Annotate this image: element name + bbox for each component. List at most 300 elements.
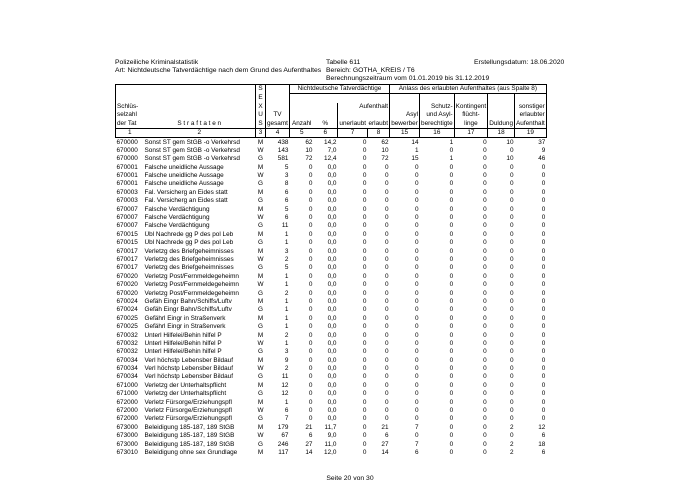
cell-key: 670001 [116, 180, 138, 188]
cell-key: 672000 [116, 398, 138, 406]
cell-sonstiger: 0 [541, 180, 546, 188]
table-row [116, 164, 547, 172]
cell-duldung: 10 [506, 155, 514, 163]
cell-count: 0 [308, 197, 313, 205]
cell-offence: Verletzg der Unterhaltspflicht [144, 381, 227, 389]
cell-asyl: 0 [414, 314, 419, 322]
cell-tv-total: 9 [284, 356, 289, 364]
table-row [116, 273, 547, 281]
column-number: 17 [454, 128, 488, 137]
cell-tv-total: 5 [284, 163, 289, 171]
cell-erlaubt: 0 [384, 239, 389, 247]
cell-sonstiger: 0 [541, 205, 546, 213]
cell-unerlaubt: 0 [362, 314, 367, 322]
table-row [116, 373, 547, 381]
cell-sex: M [257, 138, 264, 146]
table-row [116, 147, 547, 155]
cell-asyl: 0 [414, 214, 419, 222]
cell-key: 670025 [116, 323, 138, 331]
cell-asyl: 0 [414, 331, 419, 339]
cell-erlaubt: 0 [384, 365, 389, 373]
cell-asyl: 0 [414, 172, 419, 180]
cell-key: 670020 [116, 281, 138, 289]
cell-asyl: 0 [414, 272, 419, 280]
cell-offence: Gefäh Eingr Bahn/Schiffs/Luftv [144, 297, 232, 305]
cell-unerlaubt: 0 [362, 390, 367, 398]
column-number: 15 [390, 128, 420, 137]
cell-kontingent: 0 [483, 230, 487, 238]
cell-sex: G [258, 348, 263, 356]
cell-unerlaubt: 0 [362, 163, 367, 171]
cell-offence: Beleidigung ohne sex Grundlage [144, 448, 238, 456]
cell-percent: 0,0 [327, 365, 337, 373]
cell-key: 671000 [116, 381, 138, 389]
cell-offence: Übl Nachrede gg P des pol Leb [144, 239, 234, 247]
cell-sonstiger: 0 [541, 356, 546, 364]
table-row [116, 357, 547, 365]
cell-unerlaubt: 0 [362, 415, 367, 423]
key-header: der Tat [116, 120, 144, 129]
cell-schutz: 0 [449, 205, 454, 213]
cell-tv-total: 2 [284, 365, 289, 373]
cell-count: 0 [308, 373, 313, 381]
cell-offence: Verletzg des Briefgeheimnisses [144, 264, 234, 272]
schutz-header: und Asyl- [420, 111, 455, 119]
cell-kontingent: 0 [483, 289, 487, 297]
cell-sonstiger: 12 [538, 423, 546, 431]
cell-offence: Unterl Hilfelei/Behin hilfel P [144, 339, 222, 347]
cell-schutz: 0 [449, 239, 454, 247]
cell-schutz: 0 [449, 180, 454, 188]
cell-offence: Verletz Fürsorge/Erziehungspfl [144, 407, 232, 415]
cell-offence: Verletz Fürsorge/Erziehungspfl [144, 415, 232, 423]
cell-percent: 0,0 [327, 281, 337, 289]
cell-duldung: 0 [509, 281, 514, 289]
cell-sex: M [257, 381, 264, 389]
cell-asyl: 0 [414, 339, 419, 347]
cell-offence: Falsche Verdächtigung [144, 222, 210, 230]
cell-count: 0 [308, 205, 313, 213]
cell-unerlaubt: 0 [362, 138, 367, 146]
cell-key: 670034 [116, 356, 138, 364]
column-number: 16 [420, 128, 455, 137]
cell-asyl: 0 [414, 230, 419, 238]
cell-asyl: 0 [414, 256, 419, 263]
cell-tv-total: 1 [284, 239, 289, 247]
cell-sex: M [257, 297, 264, 305]
cell-sex: G [258, 323, 263, 331]
cell-erlaubt: 0 [384, 407, 389, 415]
cell-kontingent: 0 [483, 331, 487, 339]
group-anlass-header: Anlass des erlaubten Aufenthaltes (aus Spalte 8) [390, 85, 547, 94]
report-art: Art: Nichtdeutsche Tatverdächtige nach dem Grund des Aufenthaltes [115, 67, 322, 74]
cell-offence: Falsche uneidliche Aussage [144, 172, 224, 180]
cell-asyl: 7 [414, 423, 419, 431]
cell-schutz: 0 [449, 172, 454, 180]
cell-schutz: 0 [449, 264, 454, 272]
cell-count: 0 [308, 297, 313, 305]
cell-key: 671000 [116, 390, 138, 398]
cell-unerlaubt: 0 [362, 440, 367, 448]
table-row [116, 331, 547, 339]
cell-erlaubt: 27 [381, 440, 389, 448]
column-number: 8 [367, 128, 389, 137]
cell-schutz: 0 [449, 398, 454, 406]
cell-offence: Verletzg Post/Fernmeldegeheimn [144, 289, 239, 297]
cell-count: 6 [308, 432, 313, 440]
cell-count: 10 [305, 146, 313, 154]
cell-percent: 0,0 [327, 289, 337, 297]
cell-asyl: 0 [414, 239, 419, 247]
cell-tv-total: 438 [277, 138, 289, 146]
cell-kontingent: 0 [483, 264, 487, 272]
cell-schutz: 0 [449, 348, 454, 356]
cell-unerlaubt: 0 [362, 188, 367, 196]
cell-kontingent: 0 [483, 146, 487, 154]
cell-offence: Verl höchstp Lebensber Bildauf [144, 373, 233, 381]
cell-asyl: 0 [414, 205, 419, 213]
cell-kontingent: 0 [483, 365, 487, 373]
cell-duldung: 0 [509, 264, 514, 272]
cell-kontingent: 0 [483, 256, 487, 263]
cell-percent: 0,0 [327, 272, 337, 280]
table-row [116, 398, 547, 406]
cell-sonstiger: 0 [541, 339, 546, 347]
cell-offence: Verl höchstp Lebensber Bildauf [144, 365, 233, 373]
cell-tv-total: 2 [284, 331, 289, 339]
cell-unerlaubt: 0 [362, 373, 367, 381]
cell-key: 670025 [116, 314, 138, 322]
cell-schutz: 0 [449, 230, 454, 238]
cell-asyl: 0 [414, 281, 419, 289]
cell-count: 0 [308, 398, 313, 406]
cell-offence: Unterl Hilfelei/Behin hilfel P [144, 331, 222, 339]
cell-count: 0 [308, 272, 313, 280]
cell-kontingent: 0 [483, 373, 487, 381]
cell-erlaubt: 0 [384, 289, 389, 297]
cell-erlaubt: 0 [384, 180, 389, 188]
table-row [116, 407, 547, 415]
table-row [116, 189, 547, 197]
cell-duldung: 0 [509, 432, 514, 440]
cell-percent: 0,0 [327, 230, 337, 238]
cell-erlaubt: 0 [384, 331, 389, 339]
cell-duldung: 0 [509, 314, 514, 322]
cell-count: 0 [308, 407, 313, 415]
group-ntv-header: Nichtdeutsche Tatverdächtige [289, 85, 389, 94]
cell-unerlaubt: 0 [362, 398, 367, 406]
cell-sonstiger: 18 [538, 440, 546, 448]
table-row [116, 264, 547, 272]
cell-count: 0 [308, 239, 313, 247]
cell-unerlaubt: 0 [362, 289, 367, 297]
cell-key: 670003 [116, 197, 138, 205]
cell-kontingent: 0 [483, 214, 487, 222]
sonstiger-header: erlaubter [515, 111, 547, 119]
cell-percent: 0,0 [327, 339, 337, 347]
cell-percent: 0,0 [327, 247, 337, 255]
table-row [116, 432, 547, 440]
cell-unerlaubt: 0 [362, 155, 367, 163]
cell-key: 670000 [116, 146, 138, 154]
cell-kontingent: 0 [483, 306, 487, 314]
cell-tv-total: 1 [284, 323, 289, 331]
cell-sonstiger: 0 [541, 188, 546, 196]
cell-sonstiger: 0 [541, 407, 546, 415]
cell-count: 0 [308, 289, 313, 297]
column-number: 2 [144, 128, 256, 137]
cell-kontingent: 0 [483, 398, 487, 406]
cell-key: 670007 [116, 214, 138, 222]
cell-offence: Beleidigung 185-187, 189 StGB [144, 440, 235, 448]
cell-offence: Sonst ST gem StGB -o Verkehrsd [144, 138, 240, 146]
column-number: 5 [289, 128, 313, 137]
cell-asyl: 0 [414, 306, 419, 314]
cell-erlaubt: 0 [384, 214, 389, 222]
key-header: Schlüs- [116, 103, 144, 111]
cell-schutz: 0 [449, 289, 454, 297]
cell-duldung: 0 [509, 172, 514, 180]
cell-sonstiger: 6 [541, 432, 546, 440]
cell-tv-total: 6 [284, 188, 289, 196]
cell-key: 670034 [116, 365, 138, 373]
cell-duldung: 0 [509, 339, 514, 347]
sonstiger-header: Aufenthalt [516, 119, 545, 127]
cell-unerlaubt: 0 [362, 264, 367, 272]
cell-percent: 0,0 [327, 197, 337, 205]
cell-erlaubt: 0 [384, 415, 389, 423]
cell-unerlaubt: 0 [362, 222, 367, 230]
table-row [116, 365, 547, 373]
cell-count: 0 [308, 415, 313, 423]
cell-sonstiger: 0 [541, 264, 546, 272]
cell-unerlaubt: 0 [362, 197, 367, 205]
cell-percent: 0,0 [327, 356, 337, 364]
cell-duldung: 0 [509, 163, 514, 171]
cell-tv-total: 143 [277, 146, 289, 154]
cell-percent: 11,7 [324, 423, 337, 431]
cell-tv-total: 1 [284, 230, 289, 238]
cell-sex: M [257, 163, 264, 171]
cell-offence: Gefährl Eingr in Straßenverk [144, 314, 226, 322]
sex-header-letter: E [256, 94, 266, 103]
cell-tv-total: 6 [284, 197, 289, 205]
cell-schutz: 0 [449, 314, 454, 322]
cell-schutz: 0 [449, 448, 454, 456]
cell-offence: Verletzg des Briefgeheimnisses [144, 247, 234, 255]
kontingent-header: flücht- [454, 111, 488, 119]
cell-count: 0 [308, 314, 313, 322]
cell-schutz: 0 [449, 432, 454, 440]
cell-tv-total: 11 [281, 222, 289, 230]
cell-count: 0 [308, 172, 313, 180]
cell-sonstiger: 37 [538, 138, 546, 146]
cell-key: 673010 [116, 448, 138, 456]
cell-offence: Gefäh Eingr Bahn/Schiffs/Luftv [144, 306, 232, 314]
cell-percent: 14,2 [324, 138, 337, 146]
cell-asyl: 0 [414, 381, 419, 389]
column-number: 7 [337, 128, 367, 137]
cell-asyl: 7 [414, 440, 419, 448]
cell-count: 0 [308, 247, 313, 255]
cell-schutz: 0 [449, 297, 454, 305]
cell-tv-total: 11 [281, 373, 289, 381]
cell-asyl: 0 [414, 407, 419, 415]
cell-kontingent: 0 [483, 172, 487, 180]
cell-asyl: 1 [414, 146, 419, 154]
cell-asyl: 0 [414, 356, 419, 364]
cell-percent: 0,0 [327, 331, 337, 339]
cell-asyl: 0 [414, 247, 419, 255]
cell-unerlaubt: 0 [362, 348, 367, 356]
cell-sex: G [258, 289, 263, 297]
cell-schutz: 0 [449, 188, 454, 196]
cell-offence: Unterl Hilfelei/Behin hilfel P [144, 348, 222, 356]
schutz-header: Schutz- [420, 103, 455, 111]
table-row [116, 340, 547, 348]
cell-sex: M [257, 205, 264, 213]
table-row [116, 231, 547, 239]
cell-sonstiger: 0 [541, 214, 546, 222]
cell-count: 0 [308, 381, 313, 389]
cell-tv-total: 5 [284, 264, 289, 272]
cell-sonstiger: 0 [541, 415, 546, 423]
cell-count: 0 [308, 264, 313, 272]
cell-percent: 0,0 [327, 222, 337, 230]
cell-schutz: 0 [449, 415, 454, 423]
cell-asyl: 0 [414, 188, 419, 196]
sex-header-letter: U [256, 111, 266, 119]
cell-sonstiger: 0 [541, 381, 546, 389]
cell-duldung: 2 [509, 440, 514, 448]
cell-duldung: 0 [509, 381, 514, 389]
cell-percent: 0,0 [327, 323, 337, 331]
cell-sex: G [258, 306, 263, 314]
table-row [116, 306, 547, 314]
cell-asyl: 0 [414, 180, 419, 188]
cell-duldung: 0 [509, 180, 514, 188]
cell-percent: 0,0 [327, 205, 337, 213]
cell-percent: 0,0 [327, 188, 337, 196]
cell-tv-total: 2 [284, 256, 289, 263]
cell-offence: Falsche Verdächtigung [144, 214, 210, 222]
cell-duldung: 10 [506, 138, 514, 146]
cell-sex: W [257, 146, 264, 154]
cell-asyl: 0 [414, 222, 419, 230]
cell-unerlaubt: 0 [362, 297, 367, 305]
cell-tv-total: 1 [284, 281, 289, 289]
cell-offence: Beleidigung 185-187, 189 StGB [144, 423, 235, 431]
cell-kontingent: 0 [483, 415, 487, 423]
cell-schutz: 0 [449, 390, 454, 398]
cell-duldung: 0 [509, 239, 514, 247]
cell-schutz: 0 [449, 331, 454, 339]
cell-unerlaubt: 0 [362, 172, 367, 180]
aufenthalt-header: Aufenthalt [337, 103, 389, 111]
tv-header: TV [266, 111, 290, 119]
cell-schutz: 0 [449, 323, 454, 331]
cell-percent: 0,0 [327, 256, 337, 263]
cell-schutz: 0 [449, 146, 454, 154]
cell-offence: Verletzg der Unterhaltspflicht [144, 390, 227, 398]
cell-erlaubt: 0 [384, 205, 389, 213]
cell-percent: 0,0 [327, 172, 337, 180]
cell-schutz: 0 [449, 163, 454, 171]
cell-sex: M [257, 398, 264, 406]
cell-tv-total: 1 [284, 272, 289, 280]
cell-sex: W [257, 407, 264, 415]
cell-duldung: 0 [509, 356, 514, 364]
cell-key: 670017 [116, 247, 138, 255]
table-row [116, 222, 547, 230]
cell-sex: W [257, 432, 264, 440]
cell-kontingent: 0 [483, 138, 487, 146]
unerlaubt-header: unerlaubt [339, 119, 367, 127]
cell-duldung: 0 [509, 407, 514, 415]
cell-kontingent: 0 [483, 239, 487, 247]
anzahl-header: Anzahl [289, 120, 313, 129]
cell-tv-total: 12 [281, 381, 289, 389]
cell-erlaubt: 0 [384, 188, 389, 196]
cell-count: 27 [305, 440, 313, 448]
cell-duldung: 0 [509, 390, 514, 398]
cell-kontingent: 0 [483, 432, 487, 440]
cell-unerlaubt: 0 [362, 239, 367, 247]
cell-count: 0 [308, 163, 313, 171]
cell-key: 673000 [116, 440, 138, 448]
cell-kontingent: 0 [483, 390, 487, 398]
cell-kontingent: 0 [483, 407, 487, 415]
cell-key: 673000 [116, 432, 138, 440]
cell-key: 672000 [116, 407, 138, 415]
cell-duldung: 0 [509, 230, 514, 238]
cell-sonstiger: 0 [541, 230, 546, 238]
cell-key: 670000 [116, 155, 138, 163]
cell-erlaubt: 0 [384, 348, 389, 356]
cell-unerlaubt: 0 [362, 323, 367, 331]
cell-key: 670007 [116, 222, 138, 230]
cell-erlaubt: 0 [384, 373, 389, 381]
cell-sex: M [257, 448, 264, 456]
cell-offence: Fal. Versicherg an Eides statt [144, 197, 228, 205]
cell-erlaubt: 0 [384, 222, 389, 230]
cell-asyl: 0 [414, 289, 419, 297]
cell-percent: 0,0 [327, 306, 337, 314]
cell-sex: G [258, 197, 263, 205]
cell-sonstiger: 0 [541, 172, 546, 180]
cell-sonstiger: 9 [541, 146, 546, 154]
cell-duldung: 0 [509, 197, 514, 205]
cell-percent: 7,0 [327, 146, 337, 154]
cell-kontingent: 0 [483, 247, 487, 255]
cell-duldung: 0 [509, 205, 514, 213]
cell-erlaubt: 0 [384, 398, 389, 406]
cell-tv-total: 67 [281, 432, 289, 440]
cell-percent: 0,0 [327, 390, 337, 398]
cell-sonstiger: 0 [541, 239, 546, 247]
cell-erlaubt: 0 [384, 390, 389, 398]
cell-erlaubt: 14 [381, 448, 389, 456]
cell-sex: G [258, 390, 263, 398]
cell-sex: W [257, 365, 264, 373]
table-row [116, 247, 547, 255]
cell-kontingent: 0 [483, 339, 487, 347]
cell-asyl: 0 [414, 365, 419, 373]
cell-kontingent: 0 [483, 440, 487, 448]
cell-unerlaubt: 0 [362, 256, 367, 263]
cell-unerlaubt: 0 [362, 365, 367, 373]
cell-erlaubt: 0 [384, 281, 389, 289]
